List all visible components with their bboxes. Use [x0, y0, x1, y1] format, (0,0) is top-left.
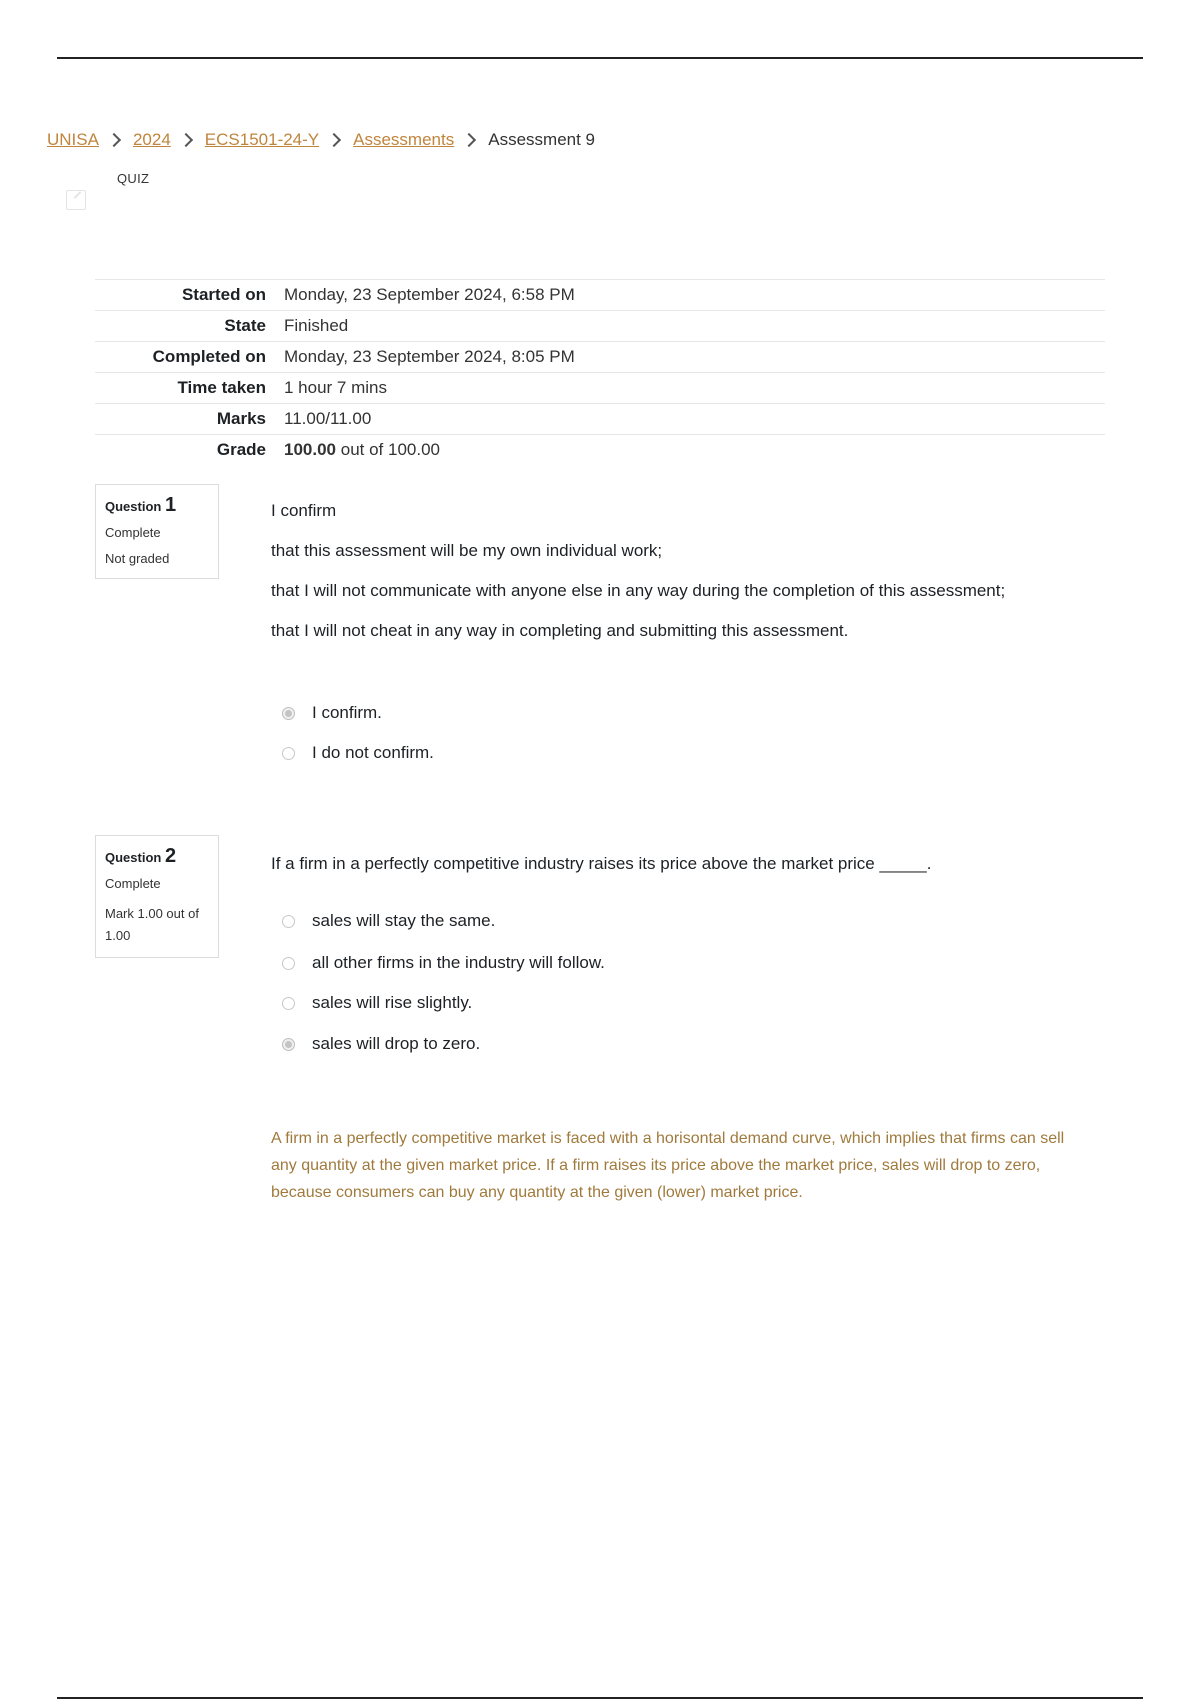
question-text-line: that I will not communicate with anyone else in any way during the completion of this assessment; [271, 581, 1006, 600]
answer-label: all other firms in the industry will follow. [312, 953, 605, 972]
summary-label: Grade [216, 440, 266, 460]
quiz-icon [66, 190, 86, 210]
top-rule [57, 57, 1143, 59]
summary-row-completed [95, 342, 1105, 373]
bottom-rule [57, 1697, 1143, 1699]
answer-label: sales will stay the same. [312, 911, 496, 930]
question-state: Complete [105, 876, 161, 891]
grade-value: 100.00 [284, 440, 336, 460]
breadcrumb-link-unisa[interactable]: UNISA [47, 130, 99, 149]
summary-value: Monday, 23 September 2024, 8:05 PM [284, 342, 1105, 373]
radio-selected-icon[interactable] [282, 707, 295, 720]
radio-icon[interactable] [282, 997, 295, 1010]
question-number [105, 845, 218, 868]
summary-row-marks [95, 404, 1105, 435]
summary-row-state [95, 311, 1105, 342]
grade-suffix: out of 100.00 [340, 440, 440, 460]
question-text-line: that I will not cheat in any way in completing and submitting this assessment. [271, 621, 849, 640]
attempt-summary-table [95, 279, 1105, 466]
chevron-right-icon [179, 133, 193, 147]
breadcrumb-link-course[interactable]: ECS1501-24-Y [204, 130, 320, 149]
summary-label: Completed on [95, 342, 284, 373]
chevron-right-icon [327, 133, 341, 147]
question-grade: Mark 1.00 out of 1.00 [105, 906, 199, 943]
chevron-right-icon [462, 133, 476, 147]
question-text-line: I confirm [271, 501, 337, 520]
summary-row-time-taken [95, 373, 1105, 404]
radio-icon[interactable] [282, 957, 295, 970]
question-number-value: 2 [164, 845, 177, 867]
question-number-value: 1 [164, 494, 177, 516]
radio-icon[interactable] [282, 747, 295, 760]
question-text-line: that this assessment will be my own individual work; [271, 541, 663, 560]
chevron-right-icon [107, 133, 121, 147]
radio-icon[interactable] [282, 915, 295, 928]
answer-option[interactable] [282, 911, 495, 931]
answer-option[interactable] [282, 993, 472, 1013]
answer-option[interactable] [282, 1034, 480, 1054]
radio-selected-icon[interactable] [282, 1038, 295, 1051]
activity-type-label: QUIZ [117, 171, 150, 186]
answer-label: sales will rise slightly. [312, 993, 473, 1012]
breadcrumb-current: Assessment 9 [488, 130, 595, 149]
summary-label: Marks [95, 404, 284, 435]
question-grade: Not graded [105, 551, 170, 566]
summary-label: State [95, 311, 284, 342]
question-info-1 [95, 484, 219, 579]
question-number [105, 494, 218, 517]
answer-option[interactable] [282, 743, 434, 763]
answer-label: I do not confirm. [312, 743, 434, 762]
breadcrumb-link-assessments[interactable]: Assessments [353, 130, 455, 149]
summary-row-started [95, 280, 1105, 311]
answer-option[interactable] [282, 953, 605, 973]
question-info-2 [95, 835, 219, 958]
breadcrumb [47, 130, 595, 150]
general-feedback: A firm in a perfectly competitive market is faced with a horisontal demand curve, which implies that firms can sell any quantity at the given market price. If a firm raises its price above the market price, sales will drop to zero, because consumers can buy any quantity at the given (lower) market price. [271, 1130, 1065, 1201]
question-text-2 [271, 854, 931, 888]
summary-value: Finished [284, 311, 1105, 342]
question-text-line: If a firm in a perfectly competitive industry raises its price above the market price _____. [271, 854, 932, 873]
summary-value: Monday, 23 September 2024, 6:58 PM [284, 280, 1105, 311]
summary-label: Time taken [95, 373, 284, 404]
answer-label: I confirm. [312, 703, 382, 722]
breadcrumb-link-2024[interactable]: 2024 [132, 130, 171, 149]
summary-value [284, 435, 1105, 466]
summary-value: 11.00/11.00 [284, 404, 1105, 435]
question-state: Complete [105, 525, 161, 540]
summary-value: 1 hour 7 mins [284, 373, 1105, 404]
question-text-1 [271, 501, 1005, 655]
answer-option[interactable] [282, 703, 382, 723]
question-label: Question [105, 499, 162, 514]
question-label: Question [105, 850, 162, 865]
summary-label: Started on [95, 280, 284, 311]
answer-label: sales will drop to zero. [312, 1034, 481, 1053]
summary-row-grade [95, 435, 1105, 466]
